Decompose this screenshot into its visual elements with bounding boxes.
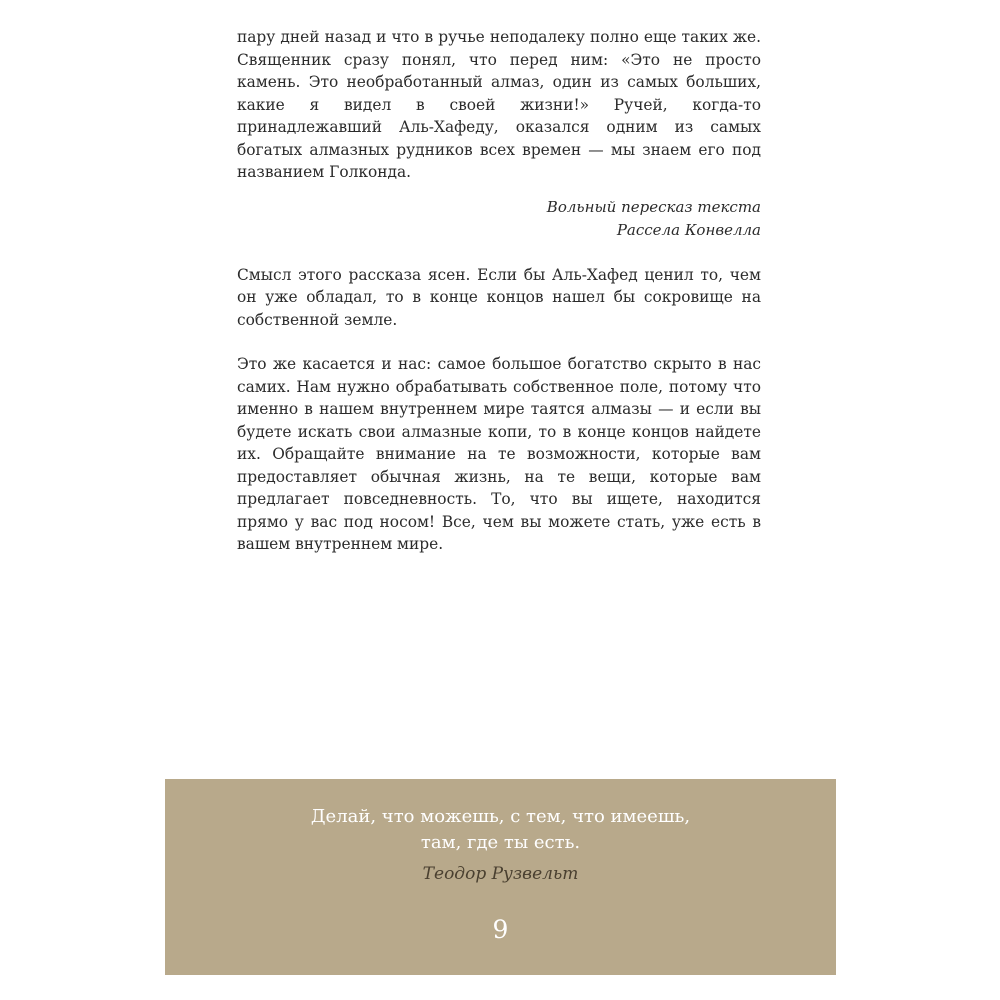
page-number: 9 bbox=[492, 915, 509, 944]
story-ending-paragraph: пару дней назад и что в ручье неподалеку полно еще таких же. Священник сразу понял, что перед ним: «Это не просто камень. Это необработанный алмаз, один из самых больших, какие я видел в своей жизни!» Ручей, когда-то принадлежавший Аль-Хафеду, оказался одним из самых богатых алмазных рудников всех времен — мы знаем его под названием Голконда. bbox=[237, 28, 761, 181]
body-paragraph-2: Это же касается и нас: самое большое богатство скрыто в нас самих. Нам нужно обрабатывать собственное поле, потому что именно в нашем внутреннем мире таятся алмазы — и если вы будете искать свои алмазные копи, то в конце концов найдете их. Обращайте внимание на те возможности, которые вам предоставляет обычная жизнь, на те вещи, которые вам предлагает повседневность. То, что вы ищете, находится прямо у вас под носом! Все, чем вы можете стать, уже есть в вашем внутреннем мире. bbox=[237, 355, 761, 553]
quote-text: Делай, что можешь, с тем, что имеешь, там, где ты есть. bbox=[310, 806, 691, 853]
quote-box bbox=[165, 779, 836, 975]
story-attribution: Вольный пересказ текста Рассела Конвелла bbox=[546, 197, 761, 239]
main-text-column bbox=[237, 26, 761, 556]
body-paragraph-1: Смысл этого рассказа ясен. Если бы Аль-Хафед ценил то, чем он уже обладал, то в конце концов нашел бы сокровище на собственной земле. bbox=[237, 265, 761, 329]
quote-author: Теодор Рузвельт bbox=[422, 864, 579, 884]
